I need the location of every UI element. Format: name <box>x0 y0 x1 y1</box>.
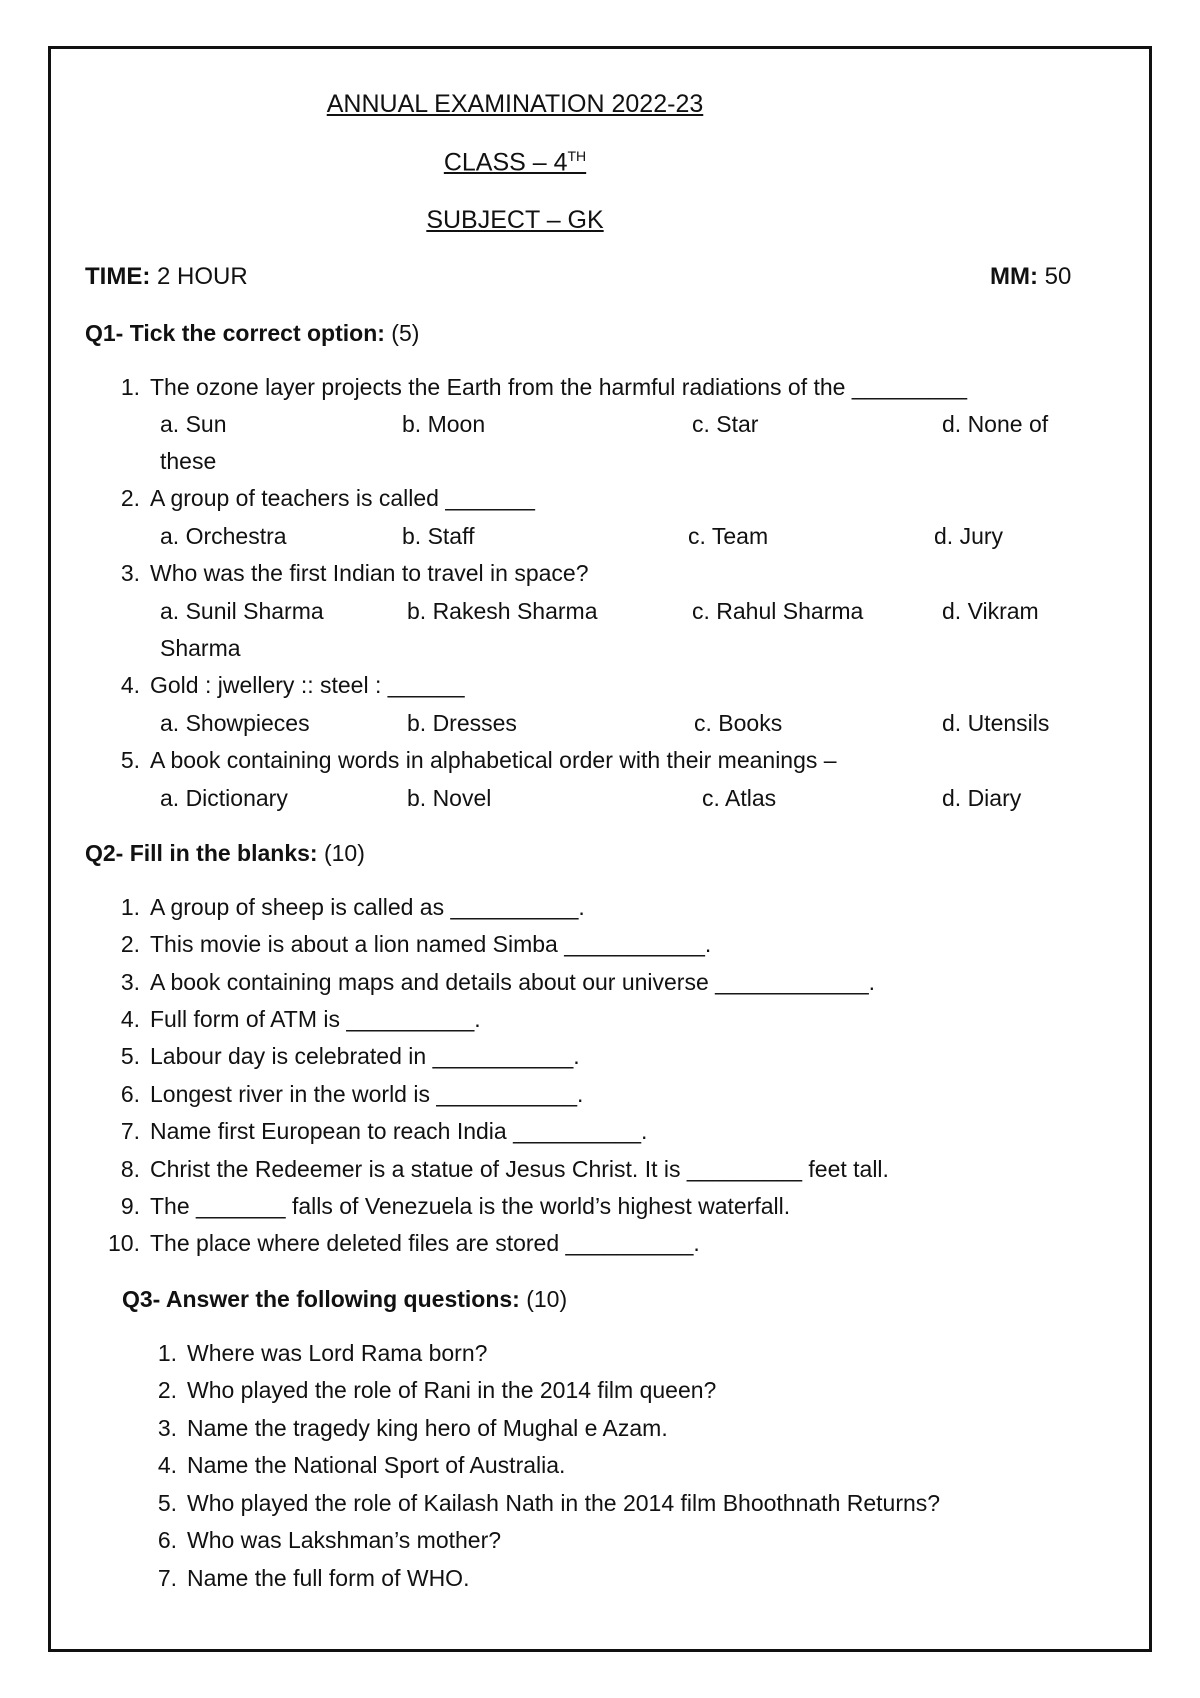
q2-item-7: 7. Name first European to reach India __________. <box>120 1118 648 1144</box>
q2-item-1: 1. A group of sheep is called as __________. <box>120 894 585 920</box>
q1-3-option-c[interactable]: c. Rahul Sharma <box>692 598 864 624</box>
q1-4-option-c[interactable]: c. Books <box>694 710 783 736</box>
q2-item-10: 10. The place where deleted files are stored __________. <box>108 1230 700 1256</box>
q1-5-option-b[interactable]: b. Novel <box>407 785 492 811</box>
q3-question-6: 6. Who was Lakshman’s mother? <box>157 1527 502 1553</box>
q1-1-option-d[interactable]: d. None of <box>942 411 1049 437</box>
q1-1-option-c[interactable]: c. Star <box>692 411 759 437</box>
q1-2-option-d[interactable]: d. Jury <box>934 523 1004 549</box>
q1-2-option-a[interactable]: a. Orchestra <box>160 523 287 549</box>
q1-4-option-b[interactable]: b. Dresses <box>407 710 517 736</box>
q1-1-option-a[interactable]: a. Sun <box>160 411 227 437</box>
q1-question-5: 5. A book containing words in alphabetical order with their meanings – <box>120 747 837 773</box>
max-marks-info: MM: 50 <box>990 263 1072 290</box>
q3-question-5: 5. Who played the role of Kailash Nath in the 2014 film Bhoothnath Returns? <box>157 1490 941 1516</box>
q1-5-option-a[interactable]: a. Dictionary <box>160 785 288 811</box>
subject-title: SUBJECT – GK <box>426 206 604 234</box>
q2-item-6: 6. Longest river in the world is ___________. <box>120 1081 584 1107</box>
q3-heading: Q3- Answer the following questions: (10) <box>122 1286 568 1312</box>
q1-3-option-d[interactable]: d. Vikram <box>942 598 1039 624</box>
q1-4-option-a[interactable]: a. Showpieces <box>160 710 310 736</box>
q2-heading: Q2- Fill in the blanks: (10) <box>85 840 365 866</box>
q1-1-option-d-wrap: these <box>160 448 217 474</box>
q1-question-2: 2. A group of teachers is called _______ <box>120 485 535 511</box>
q1-heading: Q1- Tick the correct option: (5) <box>85 320 420 346</box>
q1-question-4: 4. Gold : jwellery :: steel : ______ <box>120 672 465 698</box>
q3-question-2: 2. Who played the role of Rani in the 2014 film queen? <box>157 1377 717 1403</box>
q2-item-8: 8. Christ the Redeemer is a statue of Jesus Christ. It is _________ feet tall. <box>120 1156 889 1182</box>
q1-2-option-b[interactable]: b. Staff <box>402 523 475 549</box>
q1-3-option-b[interactable]: b. Rakesh Sharma <box>407 598 598 624</box>
q1-5-option-c[interactable]: c. Atlas <box>702 785 777 811</box>
q2-item-4: 4. Full form of ATM is __________. <box>120 1006 481 1032</box>
q2-item-2: 2. This movie is about a lion named Simba ___________. <box>120 931 712 957</box>
class-title: CLASS – 4TH <box>443 148 587 177</box>
q3-question-1: 1. Where was Lord Rama born? <box>157 1340 488 1366</box>
q3-question-4: 4. Name the National Sport of Australia. <box>157 1452 566 1478</box>
q1-question-3: 3. Who was the first Indian to travel in space? <box>120 560 589 586</box>
q1-4-option-d[interactable]: d. Utensils <box>942 710 1050 736</box>
q2-item-9: 9. The _______ falls of Venezuela is the world’s highest waterfall. <box>120 1193 791 1219</box>
time-info: TIME: 2 HOUR <box>85 263 248 290</box>
q1-2-option-c[interactable]: c. Team <box>688 523 769 549</box>
q1-5-option-d[interactable]: d. Diary <box>942 785 1022 811</box>
q2-item-3: 3. A book containing maps and details about our universe ____________. <box>120 969 876 995</box>
q2-item-5: 5. Labour day is celebrated in ___________. <box>120 1043 580 1069</box>
q1-3-option-a[interactable]: a. Sunil Sharma <box>160 598 324 624</box>
q1-3-option-d-wrap: Sharma <box>160 635 241 661</box>
q3-question-7: 7. Name the full form of WHO. <box>157 1565 470 1591</box>
exam-title: ANNUAL EXAMINATION 2022-23 <box>326 90 704 118</box>
q1-question-1: 1. The ozone layer projects the Earth from the harmful radiations of the _________ <box>120 374 967 400</box>
q3-question-3: 3. Name the tragedy king hero of Mughal e Azam. <box>157 1415 668 1441</box>
q1-1-option-b[interactable]: b. Moon <box>402 411 486 437</box>
